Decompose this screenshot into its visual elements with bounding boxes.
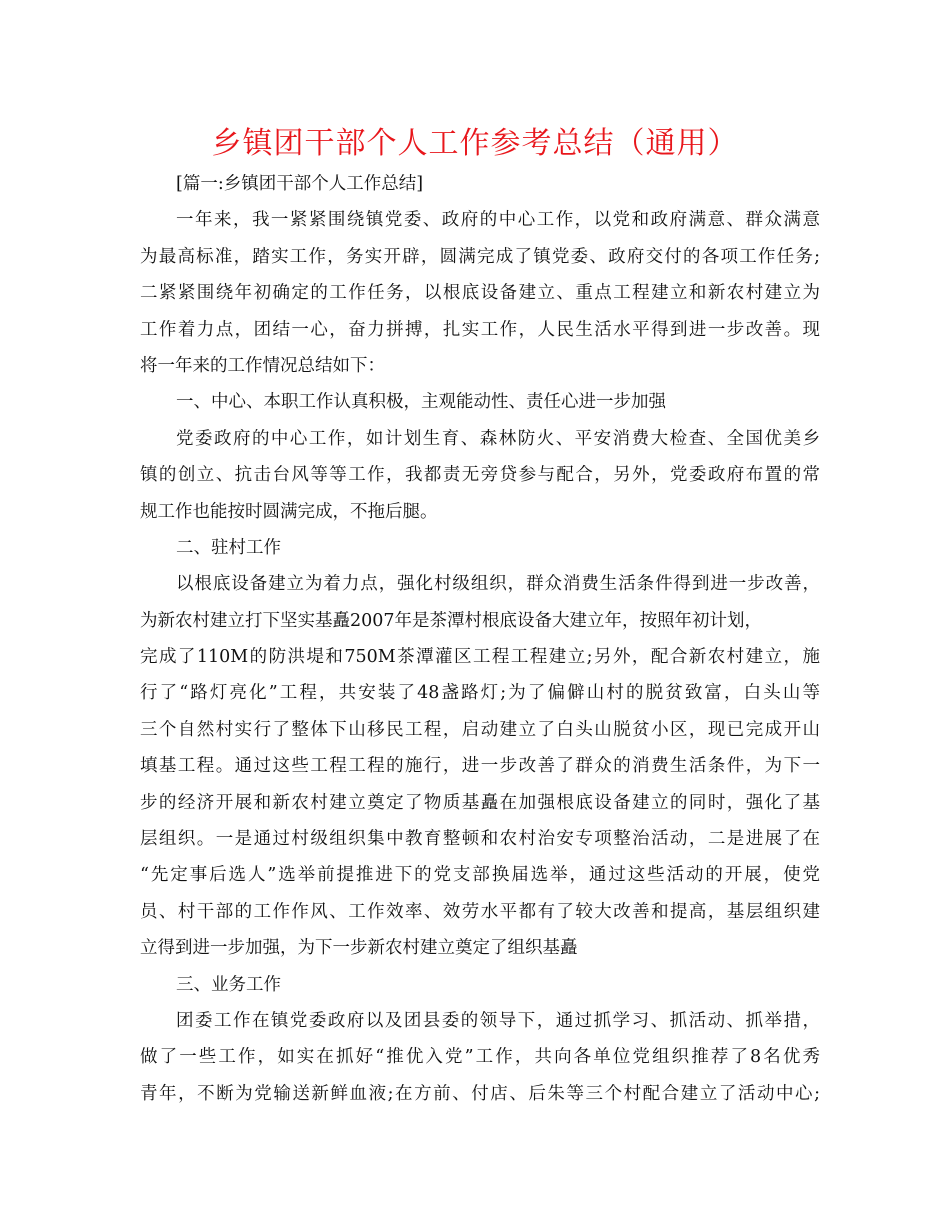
body-line: 二紧紧围绕年初确定的工作任务，以根底设备建立、重点工程建立和新农村建立为 — [140, 283, 820, 304]
body-line: 三、业务工作 — [176, 974, 281, 995]
body-line: 为新农村建立打下坚实基矗2007年是茶潭村根底设备大建立年，按照年初计划， — [140, 610, 763, 631]
body-line: 规工作也能按时圆满完成，不拖后腿。 — [140, 501, 438, 522]
body-line: 步的经济开展和新农村建立奠定了物质基矗在加强根底设备建立的同时，强化了基 — [140, 792, 820, 813]
body-line: 做了一些工作，如实在抓好“推优入党”工作，共向各单位党组织推荐了8名优秀 — [140, 1047, 820, 1068]
body-line: 工作着力点，团结一心，奋力拼搏，扎实工作，人民生活水平得到进一步改善。现 — [140, 319, 820, 340]
body-line: 一、中心、本职工作认真积极，主观能动性、责任心进一步加强 — [176, 392, 666, 413]
body-line: 青年，不断为党输送新鲜血液;在方前、付店、后朱等三个村配合建立了活动中心; — [140, 1083, 820, 1104]
body-line: 一年来，我一紧紧围绕镇党委、政府的中心工作，以党和政府满意、群众满意 — [176, 210, 820, 231]
document-body — [140, 166, 820, 1112]
body-line: 二、驻村工作 — [176, 537, 281, 558]
body-line: 以根底设备建立为着力点，强化村级组织，群众消费生活条件得到进一步改善， — [176, 574, 820, 595]
body-line: 立得到进一步加强，为下一步新农村建立奠定了组织基矗 — [140, 938, 578, 959]
body-line: 员、村干部的工作作风、工作效率、效劳水平都有了较大改善和提高，基层组织建 — [140, 901, 820, 922]
document-title: 乡镇团干部个人工作参考总结（通用） — [211, 126, 739, 161]
body-line: 将一年来的工作情况总结如下： — [140, 355, 385, 376]
body-line: 镇的创立、抗击台风等等工作，我都责无旁贷参与配合，另外，党委政府布置的常 — [140, 465, 820, 486]
body-line: 完成了110M的防洪堤和750M茶潭灌区工程工程建立;另外，配合新农村建立，施 — [140, 647, 820, 668]
body-line: 层组织。一是通过村级组织集中教育整顿和农村治安专项整治活动，二是进展了在 — [140, 829, 820, 850]
body-line: 为最高标准，踏实工作，务实开辟，圆满完成了镇党委、政府交付的各项工作任务; — [140, 246, 820, 267]
body-line: [篇一:乡镇团干部个人工作总结] — [176, 174, 424, 194]
body-line: 党委政府的中心工作，如计划生育、森林防火、平安消费大检查、全国优美乡 — [176, 428, 820, 449]
body-line: 三个自然村实行了整体下山移民工程，启动建立了白头山脱贫小区，现已完成开山 — [140, 719, 820, 740]
body-line: 团委工作在镇党委政府以及团县委的领导下，通过抓学习、抓活动、抓举措， — [176, 1010, 820, 1031]
body-line: “先定事后选人”选举前提推进下的党支部换届选举，通过这些活动的开展，使党 — [140, 865, 820, 886]
body-line: 行了“路灯亮化”工程，共安装了48盏路灯;为了偏僻山村的脱贫致富，白头山等 — [140, 683, 820, 704]
body-line: 填基工程。通过这些工程工程的施行，进一步改善了群众的消费生活条件，为下一 — [140, 756, 820, 777]
